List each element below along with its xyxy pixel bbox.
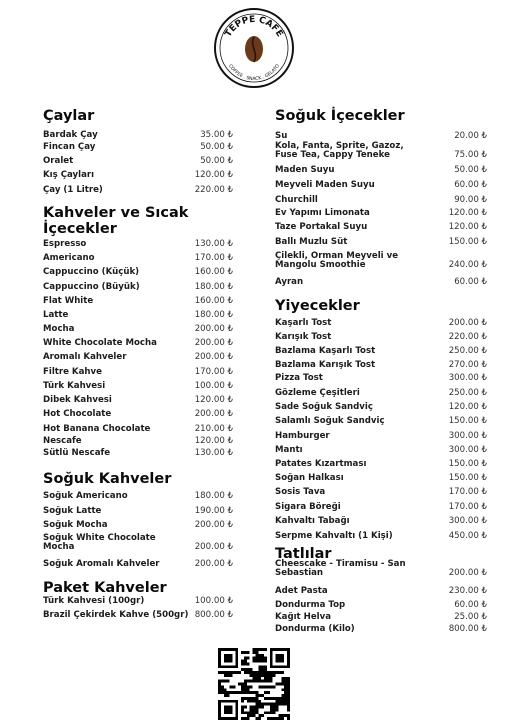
item-price: 150.00 ₺ — [448, 416, 487, 426]
menu-item — [275, 142, 487, 161]
menu-item — [43, 171, 233, 180]
item-price: 120.00 ₺ — [448, 222, 487, 232]
item-price: 220.00 ₺ — [448, 332, 487, 342]
menu-item — [43, 507, 233, 516]
item-price: 120.00 ₺ — [448, 402, 487, 412]
item-price: 25.00 ₺ — [454, 612, 487, 622]
item-price: 190.00 ₺ — [194, 506, 233, 516]
item-name: Türk Kahvesi (100gr) — [43, 596, 145, 606]
section-title: Yiyecekler — [275, 298, 360, 314]
item-name: Sigara Böreği — [275, 502, 341, 512]
item-name: Ballı Muzlu Süt — [275, 237, 348, 247]
menu-item — [275, 403, 487, 412]
item-price: 270.00 ₺ — [448, 360, 487, 370]
item-name: Cheescake - Tiramisu - San Sebastian — [275, 559, 406, 579]
item-name: Hot Banana Chocolate — [43, 424, 151, 434]
item-price: 160.00 ₺ — [194, 296, 233, 306]
menu-item — [275, 517, 487, 526]
section-title: Soğuk Kahveler — [43, 471, 172, 487]
menu-item — [43, 368, 233, 377]
menu-item — [43, 297, 233, 306]
item-price: 170.00 ₺ — [448, 487, 487, 497]
item-name: Pizza Tost — [275, 373, 323, 383]
item-price: 150.00 ₺ — [448, 473, 487, 483]
item-price: 50.00 ₺ — [200, 142, 233, 152]
menu-item — [275, 223, 487, 232]
logo-text-top: TEPPE CAFÉ — [223, 14, 285, 39]
menu-item — [275, 432, 487, 441]
item-name: Gözleme Çeşitleri — [275, 388, 360, 398]
item-price: 250.00 ₺ — [448, 346, 487, 356]
item-price: 300.00 ₺ — [448, 431, 487, 441]
menu-item — [275, 389, 487, 398]
item-name: Serpme Kahvaltı (1 Kişi) — [275, 531, 393, 541]
section-title: Soğuk İçecekler — [275, 108, 405, 124]
item-name: Soğuk Aromalı Kahveler — [43, 559, 160, 569]
item-name: Dibek Kahvesi — [43, 395, 112, 405]
item-price: 200.00 ₺ — [194, 352, 233, 362]
item-name: Bardak Çay — [43, 130, 98, 140]
item-name: Soğuk White Chocolate Mocha — [43, 533, 156, 553]
item-price: 200.00 ₺ — [194, 324, 233, 334]
item-name: Salamlı Soğuk Sandviç — [275, 416, 385, 426]
cafe-logo — [213, 7, 295, 89]
menu-item — [43, 353, 233, 362]
item-name: Filtre Kahve — [43, 367, 102, 377]
section-title: Paket Kahveler — [43, 580, 167, 596]
menu-item — [275, 166, 487, 175]
item-name: Soğuk Americano — [43, 491, 128, 501]
item-price: 60.00 ₺ — [454, 277, 487, 287]
item-name: Mantı — [275, 445, 303, 455]
menu-section — [43, 108, 233, 124]
menu-item — [43, 534, 233, 553]
menu-item — [43, 410, 233, 419]
item-price: 450.00 ₺ — [448, 531, 487, 541]
menu-item — [275, 278, 487, 287]
menu-item — [275, 361, 487, 370]
menu-item — [43, 157, 233, 166]
item-name: Bazlama Kaşarlı Tost — [275, 346, 376, 356]
item-price: 170.00 ₺ — [194, 253, 233, 263]
item-price: 200.00 ₺ — [448, 568, 487, 579]
item-price: 250.00 ₺ — [448, 388, 487, 398]
item-price: 75.00 ₺ — [454, 150, 487, 161]
item-name: Ayran — [275, 277, 304, 287]
menu-item — [43, 437, 233, 446]
item-price: 100.00 ₺ — [194, 381, 233, 391]
item-price: 230.00 ₺ — [448, 586, 487, 596]
menu-section — [43, 580, 233, 596]
item-name: Latte — [43, 310, 69, 320]
menu-item — [43, 611, 233, 620]
item-price: 800.00 ₺ — [194, 610, 233, 620]
menu-item — [275, 613, 487, 622]
item-name: Americano — [43, 253, 95, 263]
item-name: White Chocolate Mocha — [43, 338, 157, 348]
menu-item — [43, 396, 233, 405]
menu-item — [275, 417, 487, 426]
menu-item — [275, 347, 487, 356]
item-price: 200.00 ₺ — [194, 409, 233, 419]
item-name: Ev Yapımı Limonata — [275, 208, 370, 218]
menu-item — [43, 143, 233, 152]
item-price: 300.00 ₺ — [448, 373, 487, 383]
item-name: Sade Soğuk Sandviç — [275, 402, 373, 412]
menu-item — [43, 186, 233, 195]
menu-item — [275, 238, 487, 247]
item-price: 160.00 ₺ — [194, 267, 233, 277]
menu-item — [275, 488, 487, 497]
menu-item — [275, 560, 487, 579]
menu-item — [43, 339, 233, 348]
item-price: 120.00 ₺ — [448, 208, 487, 218]
menu-item — [275, 209, 487, 218]
item-price: 210.00 ₺ — [194, 424, 233, 434]
item-price: 800.00 ₺ — [448, 624, 487, 634]
item-name: Su — [275, 131, 288, 141]
menu-item — [43, 311, 233, 320]
qr-code — [218, 648, 290, 720]
item-name: Patates Kızartması — [275, 459, 367, 469]
item-name: Karışık Tost — [275, 332, 332, 342]
item-price: 60.00 ₺ — [454, 600, 487, 610]
item-price: 90.00 ₺ — [454, 195, 487, 205]
item-name: Dondurma Top — [275, 600, 346, 610]
section-title: Tatlılar — [275, 546, 332, 562]
menu-item — [43, 240, 233, 249]
item-name: Kahvaltı Tabağı — [275, 516, 350, 526]
item-name: Kaşarlı Tost — [275, 318, 332, 328]
item-price: 180.00 ₺ — [194, 282, 233, 292]
menu-item — [275, 333, 487, 342]
item-price: 240.00 ₺ — [448, 260, 487, 271]
section-title: Kahveler ve Sıcak İçecekler — [43, 205, 189, 237]
item-price: 180.00 ₺ — [194, 310, 233, 320]
menu-item — [43, 283, 233, 292]
item-name: Aromalı Kahveler — [43, 352, 127, 362]
item-name: Meyveli Maden Suyu — [275, 180, 375, 190]
item-name: Adet Pasta — [275, 586, 328, 596]
item-price: 200.00 ₺ — [194, 338, 233, 348]
item-price: 170.00 ₺ — [448, 502, 487, 512]
item-name: Çilekli, Orman Meyveli ve Mangolu Smoothie — [275, 251, 399, 271]
item-name: Flat White — [43, 296, 94, 306]
menu-item — [43, 425, 233, 434]
menu-item — [43, 492, 233, 501]
menu-item — [43, 268, 233, 277]
item-name: Taze Portakal Suyu — [275, 222, 368, 232]
item-price: 180.00 ₺ — [194, 491, 233, 501]
item-name: Soğuk Mocha — [43, 520, 108, 530]
item-price: 170.00 ₺ — [194, 367, 233, 377]
item-price: 300.00 ₺ — [448, 445, 487, 455]
item-name: Kola, Fanta, Sprite, Gazoz, Fuse Tea, Cappy Teneke — [275, 141, 404, 161]
item-price: 200.00 ₺ — [194, 520, 233, 530]
item-name: Türk Kahvesi — [43, 381, 106, 391]
item-name: Cappuccino (Küçük) — [43, 267, 140, 277]
item-name: Maden Suyu — [275, 165, 335, 175]
item-name: Kış Çayları — [43, 170, 95, 180]
item-price: 50.00 ₺ — [200, 156, 233, 166]
section-title: Çaylar — [43, 108, 95, 124]
item-price: 35.00 ₺ — [200, 130, 233, 140]
item-name: Hamburger — [275, 431, 330, 441]
menu-item — [275, 196, 487, 205]
menu-item — [43, 325, 233, 334]
menu-section — [275, 108, 487, 124]
menu-item — [275, 446, 487, 455]
item-price: 130.00 ₺ — [194, 448, 233, 458]
menu-item — [43, 521, 233, 530]
item-price: 150.00 ₺ — [448, 237, 487, 247]
menu-item — [275, 460, 487, 469]
item-price: 50.00 ₺ — [454, 165, 487, 175]
item-name: Sosis Tava — [275, 487, 326, 497]
item-name: Mocha — [43, 324, 75, 334]
item-name: Bazlama Karışık Tost — [275, 360, 376, 370]
item-name: Soğan Halkası — [275, 473, 344, 483]
item-name: Brazil Çekirdek Kahve (500gr) — [43, 610, 189, 620]
menu-item — [275, 587, 487, 596]
item-name: Kağıt Helva — [275, 612, 332, 622]
item-name: Hot Chocolate — [43, 409, 112, 419]
item-price: 220.00 ₺ — [194, 185, 233, 195]
item-price: 200.00 ₺ — [448, 318, 487, 328]
menu-item — [275, 625, 487, 634]
menu-item — [275, 132, 487, 141]
menu-item — [43, 449, 233, 458]
menu-section — [43, 205, 233, 237]
item-price: 60.00 ₺ — [454, 180, 487, 190]
item-name: Nescafe — [43, 436, 82, 446]
menu-item — [275, 474, 487, 483]
item-price: 120.00 ₺ — [194, 170, 233, 180]
item-price: 130.00 ₺ — [194, 239, 233, 249]
menu-section — [43, 471, 233, 487]
item-name: Sütlü Nescafe — [43, 448, 111, 458]
menu-item — [275, 532, 487, 541]
menu-item — [275, 374, 487, 383]
item-name: Fincan Çay — [43, 142, 96, 152]
item-name: Churchill — [275, 195, 318, 205]
item-price: 100.00 ₺ — [194, 596, 233, 606]
item-price: 150.00 ₺ — [448, 459, 487, 469]
menu-item — [43, 597, 233, 606]
item-name: Soğuk Latte — [43, 506, 102, 516]
item-name: Cappuccino (Büyük) — [43, 282, 140, 292]
item-price: 120.00 ₺ — [194, 395, 233, 405]
item-price: 20.00 ₺ — [454, 131, 487, 141]
menu-item — [43, 254, 233, 263]
item-name: Espresso — [43, 239, 87, 249]
menu-section — [275, 298, 487, 314]
item-price: 200.00 ₺ — [194, 559, 233, 569]
menu-item — [275, 181, 487, 190]
menu-item — [43, 131, 233, 140]
logo-text-bottom: COFFEE . SNACK . GELATO — [227, 63, 281, 83]
item-price: 120.00 ₺ — [194, 436, 233, 446]
item-name: Dondurma (Kilo) — [275, 624, 355, 634]
menu-item — [43, 560, 233, 569]
menu-item — [43, 382, 233, 391]
item-price: 300.00 ₺ — [448, 516, 487, 526]
menu-item — [275, 252, 487, 271]
menu-item — [275, 503, 487, 512]
item-price: 200.00 ₺ — [194, 542, 233, 553]
menu-item — [275, 319, 487, 328]
item-name: Çay (1 Litre) — [43, 185, 103, 195]
item-name: Oralet — [43, 156, 74, 166]
menu-item — [275, 601, 487, 610]
